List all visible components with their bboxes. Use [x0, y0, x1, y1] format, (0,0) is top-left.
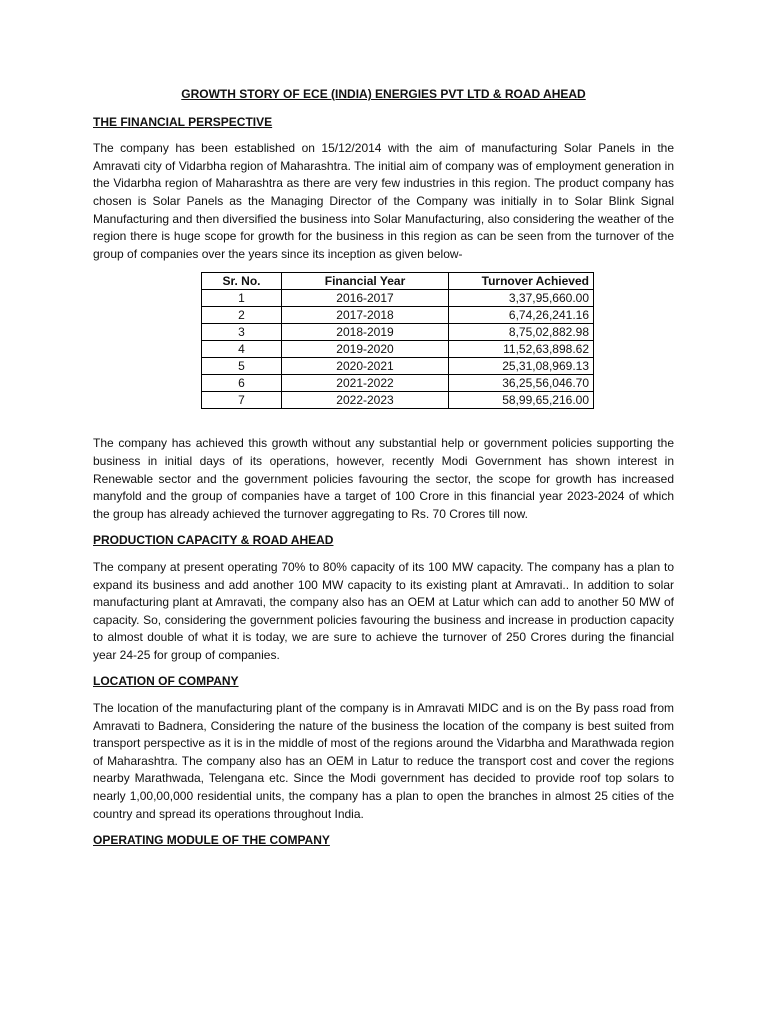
cell-financial-year: 2019-2020 — [282, 341, 449, 358]
cell-turnover: 36,25,56,046.70 — [449, 375, 594, 392]
cell-turnover: 58,99,65,216.00 — [449, 392, 594, 409]
cell-financial-year: 2021-2022 — [282, 375, 449, 392]
financial-paragraph-2: The company has achieved this growth without any substantial help or government policies supporting the business in initial days of its operations, however, recently Modi Government has shown interest in Renewable sector and the government policies favouring the sector, the scope for growth has increased manyfold and the group of companies have a target of 100 Crore in this financial year 2023-2024 of which the group has already achieved the turnover aggregating to Rs. 70 Crores till now. — [93, 436, 674, 521]
financial-heading: THE FINANCIAL PERSPECTIVE — [93, 114, 273, 129]
cell-turnover: 3,37,95,660.00 — [449, 290, 594, 307]
cell-financial-year: 2017-2018 — [282, 307, 449, 324]
location-paragraph: The location of the manufacturing plant of the company is in Amravati MIDC and is on the By pass road from Amravati to Badnera, Considering the nature of the business the location of the company is best suited from transport perspective as it is in the middle of most of the regions around the Vidarbha and Marathwada region of Maharashtra. The company also has an OEM in Latur to reduce the transport cost and cover the regions nearby Marathwada, Telengana etc. Since the Modi government has decided to provide roof top solars to nearly 1,00,00,000 residential units, the company has a plan to open the branches in almost 25 cities of the country and spread its operations throughout India. — [93, 701, 674, 821]
cell-turnover: 6,74,26,241.16 — [449, 307, 594, 324]
cell-turnover: 11,52,63,898.62 — [449, 341, 594, 358]
table-row — [202, 375, 594, 392]
cell-sr-no: 7 — [202, 392, 282, 409]
header-sr-no: Sr. No. — [202, 273, 282, 290]
header-turnover: Turnover Achieved — [449, 273, 594, 290]
document-page — [93, 86, 674, 859]
cell-sr-no: 5 — [202, 358, 282, 375]
cell-sr-no: 4 — [202, 341, 282, 358]
production-paragraph: The company at present operating 70% to 80% capacity of its 100 MW capacity. The company has a plan to expand its business and add another 100 MW capacity to its existing plant at Amravati.. In addition to solar manufacturing plant at Amravati, the company also has an OEM at Latur which can add to another 50 MW of capacity. So, considering the government policies favouring the business and increase in production capacity to almost double of what it is today, we are sure to achieve the turnover of 250 Crores during the financial year 24-25 for group of companies. — [93, 559, 674, 662]
cell-turnover: 8,75,02,882.98 — [449, 324, 594, 341]
table-row — [202, 307, 594, 324]
operating-heading: OPERATING MODULE OF THE COMPANY — [93, 833, 330, 848]
table-row — [202, 341, 594, 358]
cell-financial-year: 2020-2021 — [282, 358, 449, 375]
cell-sr-no: 1 — [202, 290, 282, 307]
cell-sr-no: 2 — [202, 307, 282, 324]
location-heading: LOCATION OF COMPANY — [93, 674, 239, 689]
cell-financial-year: 2018-2019 — [282, 324, 449, 341]
financial-paragraph-1: The company has been established on 15/12/2014 with the aim of manufacturing Solar Panels in the Amravati city of Vidarbha region of Maharashtra. The initial aim of company was of employment generation in the Vidarbha region of Maharashtra as there are very few industries in this region. The product company has chosen is Solar Panels as the Managing Director of the Company was initially in to Solar Blink Signal Manufacturing and then diversified the business into Solar Manufacturing, also considering the weather of the region there is huge scope for growth for the business in this region as can be seen from the turnover of the group of companies over the years since its inception as given below- — [93, 141, 674, 261]
cell-financial-year: 2016-2017 — [282, 290, 449, 307]
header-financial-year: Financial Year — [282, 273, 449, 290]
cell-turnover: 25,31,08,969.13 — [449, 358, 594, 375]
cell-sr-no: 6 — [202, 375, 282, 392]
production-heading: PRODUCTION CAPACITY & ROAD AHEAD — [93, 533, 334, 548]
table-row — [202, 290, 594, 307]
cell-financial-year: 2022-2023 — [282, 392, 449, 409]
document-title: GROWTH STORY OF ECE (INDIA) ENERGIES PVT LTD & ROAD AHEAD — [181, 87, 586, 101]
cell-sr-no: 3 — [202, 324, 282, 341]
table-row — [202, 358, 594, 375]
table-row — [202, 392, 594, 409]
turnover-table — [201, 272, 594, 409]
table-row — [202, 324, 594, 341]
table-header-row — [202, 273, 594, 290]
